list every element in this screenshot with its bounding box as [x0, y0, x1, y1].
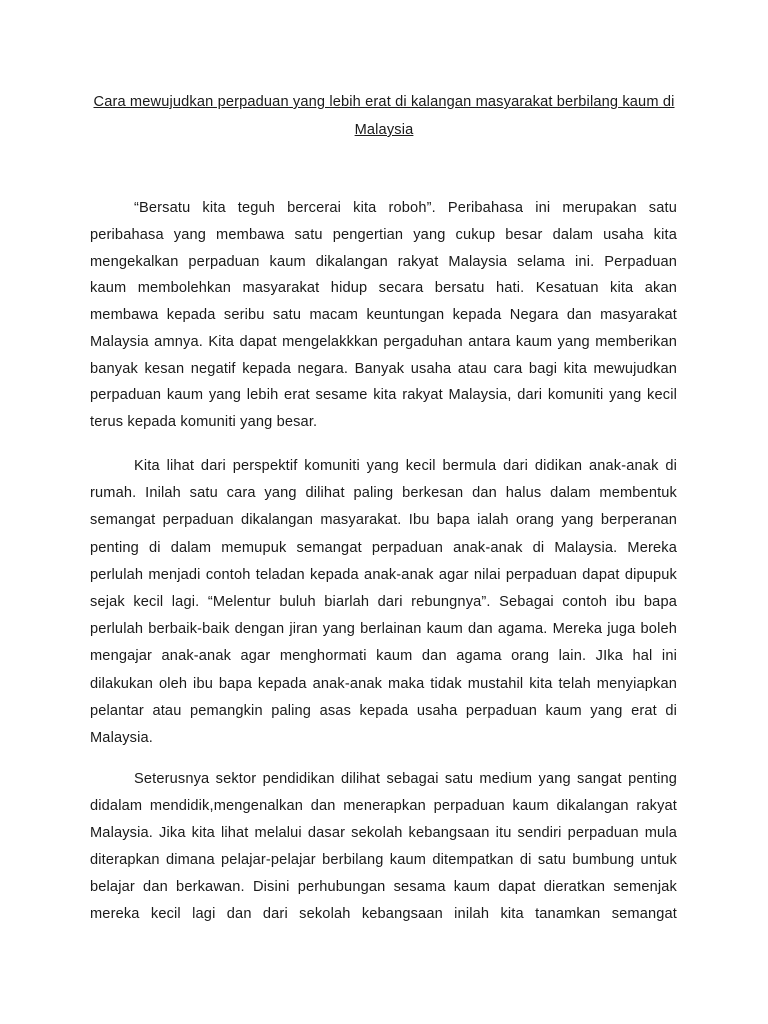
paragraph-line: kaum membolehkan masyarakat hidup secara bersatu hati. Kesatuan kita akan — [90, 280, 677, 297]
paragraph-line: “Bersatu kita teguh bercerai kita roboh”. Peribahasa ini merupakan satu — [134, 200, 677, 216]
paragraph-line: Seterusnya sektor pendidikan dilihat sebagai satu medium yang sangat penting — [134, 771, 677, 787]
paragraph-line: membawa kepada seribu satu macam keuntungan kepada Negara dan masyarakat — [90, 307, 677, 323]
paragraph-line: Malaysia amnya. Kita dapat mengelakkkan pergaduhan antara kaum yang memberikan — [90, 333, 677, 350]
paragraph-line: peribahasa yang membawa satu pengertian yang cukup besar dalam usaha kita — [90, 226, 677, 243]
paragraph-line: dilakukan oleh ibu bapa kepada anak-anak maka tidak mustahil kita telah menyiapkan — [90, 675, 677, 692]
paragraph-line: perpaduan kaum yang lebih erat sesame kita rakyat Malaysia, dari komuniti yang kecil — [90, 387, 677, 404]
paragraph-line: sejak kecil lagi. “Melentur buluh biarlah dari rebungnya”. Sebagai contoh ibu bapa — [90, 594, 677, 610]
document-title-line-2: Malaysia — [354, 122, 414, 138]
paragraph-line: rumah. Inilah satu cara yang dilihat paling berkesan dan halus dalam membentuk — [90, 485, 677, 502]
paragraph-line: perlulah berbaik-baik dengan jiran yang berlainan kaum dan agama. Mereka juga boleh — [90, 621, 677, 638]
paragraph-line: semangat perpaduan dikalangan masyarakat. Ibu bapa ialah orang yang berperanan — [90, 512, 677, 529]
paragraph-line: didalam mendidik,mengenalkan dan menerapkan perpaduan kaum dikalangan rakyat — [90, 798, 677, 814]
paragraph-line: banyak kesan negatif kepada negara. Banyak usaha atau cara bagi kita mewujudkan — [90, 360, 677, 377]
paragraph-line: belajar dan berkawan. Disini perhubungan sesama kaum dapat dieratkan semenjak — [90, 879, 677, 895]
paragraph-line: penting di dalam memupuk semangat perpaduan anak-anak di Malaysia. Mereka — [90, 539, 677, 556]
paragraph-line: terus kepada komuniti yang besar. — [90, 414, 318, 430]
paragraph-line: diterapkan dimana pelajar-pelajar berbilang kaum ditempatkan di satu bumbung untuk — [90, 852, 677, 868]
paragraph-line: Malaysia. Jika kita lihat melalui dasar sekolah kebangsaan itu sendiri perpaduan mula — [90, 825, 677, 841]
paragraph-line: Malaysia. — [90, 730, 153, 746]
paragraph-line: Kita lihat dari perspektif komuniti yang kecil bermula dari didikan anak-anak di — [134, 458, 677, 474]
paragraph-line: perlulah menjadi contoh teladan kepada anak-anak agar nilai perpaduan dapat dipupuk — [90, 566, 677, 583]
paragraph-line: pelantar atau pemangkin paling asas kepada usaha perpaduan kaum yang erat di — [90, 702, 677, 719]
paragraph-line: mengajar anak-anak agar menghormati kaum dan agama orang lain. JIka hal ini — [90, 648, 677, 665]
paragraph-line: mengekalkan perpaduan kaum dikalangan rakyat Malaysia selama ini. Perpaduan — [90, 253, 677, 270]
paragraph-line: mereka kecil lagi dan dari sekolah kebangsaan inilah kita tanamkan semangat — [90, 906, 677, 922]
document-title-line-1: Cara mewujudkan perpaduan yang lebih erat di kalangan masyarakat berbilang kaum di — [93, 94, 675, 110]
